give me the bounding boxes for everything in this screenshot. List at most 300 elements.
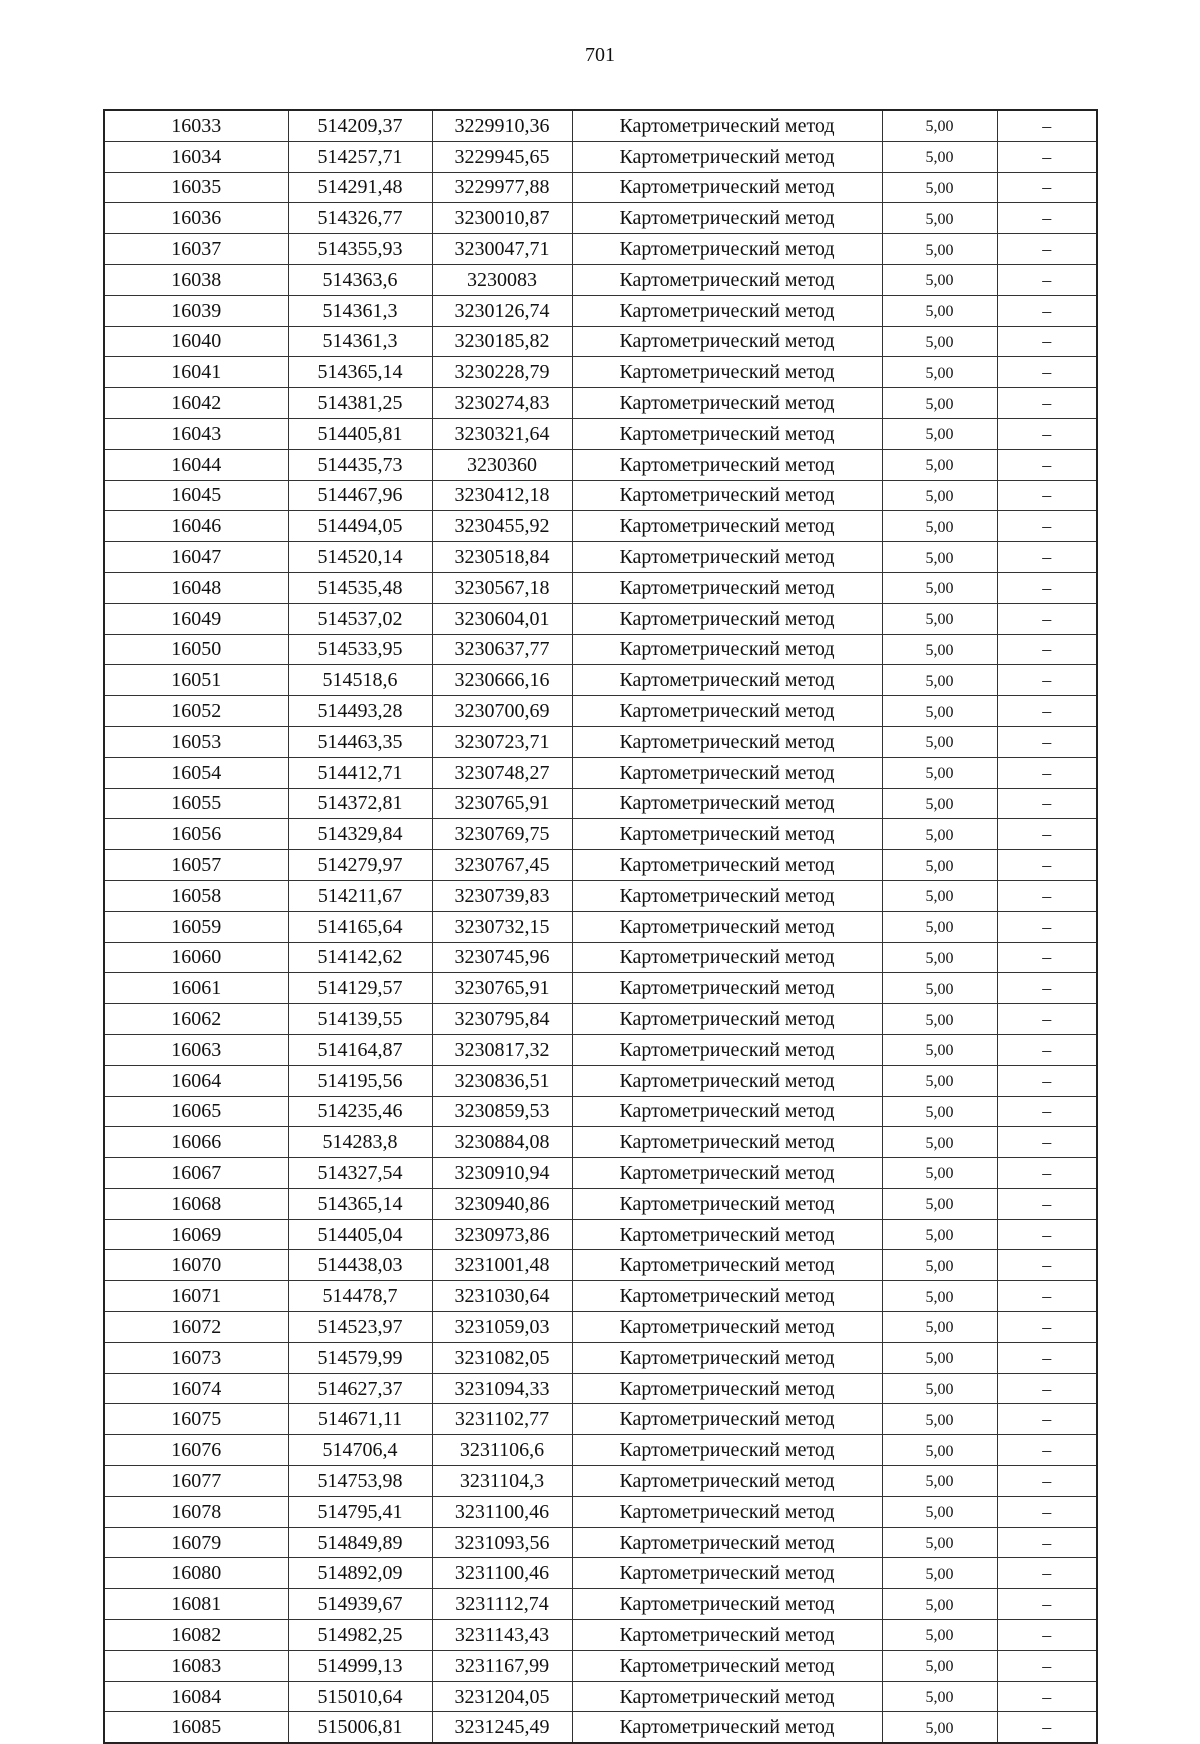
y-coordinate-cell: 3229945,65 bbox=[432, 141, 572, 172]
accuracy-cell: 5,00 bbox=[882, 1712, 997, 1743]
note-dash-cell: – bbox=[997, 1127, 1097, 1158]
accuracy-cell: 5,00 bbox=[882, 1589, 997, 1620]
x-coordinate-cell: 514671,11 bbox=[288, 1404, 432, 1435]
point-number-cell: 16084 bbox=[104, 1681, 288, 1712]
method-cell: Картометрический метод bbox=[572, 1342, 882, 1373]
x-coordinate-cell: 514412,71 bbox=[288, 757, 432, 788]
y-coordinate-cell: 3230884,08 bbox=[432, 1127, 572, 1158]
x-coordinate-cell: 514142,62 bbox=[288, 942, 432, 973]
x-coordinate-cell: 514494,05 bbox=[288, 511, 432, 542]
method-cell: Картометрический метод bbox=[572, 1034, 882, 1065]
point-number-cell: 16057 bbox=[104, 850, 288, 881]
y-coordinate-cell: 3230940,86 bbox=[432, 1188, 572, 1219]
accuracy-cell: 5,00 bbox=[882, 1188, 997, 1219]
point-number-cell: 16035 bbox=[104, 172, 288, 203]
accuracy-cell: 5,00 bbox=[882, 819, 997, 850]
point-number-cell: 16076 bbox=[104, 1435, 288, 1466]
table-row bbox=[104, 788, 1097, 819]
y-coordinate-cell: 3231112,74 bbox=[432, 1589, 572, 1620]
note-dash-cell: – bbox=[997, 1342, 1097, 1373]
point-number-cell: 16051 bbox=[104, 665, 288, 696]
y-coordinate-cell: 3230083 bbox=[432, 264, 572, 295]
x-coordinate-cell: 514533,95 bbox=[288, 634, 432, 665]
y-coordinate-cell: 3231102,77 bbox=[432, 1404, 572, 1435]
point-number-cell: 16046 bbox=[104, 511, 288, 542]
table-row bbox=[104, 141, 1097, 172]
table-row bbox=[104, 819, 1097, 850]
method-cell: Картометрический метод bbox=[572, 788, 882, 819]
accuracy-cell: 5,00 bbox=[882, 1466, 997, 1497]
accuracy-cell: 5,00 bbox=[882, 326, 997, 357]
accuracy-cell: 5,00 bbox=[882, 295, 997, 326]
note-dash-cell: – bbox=[997, 1681, 1097, 1712]
method-cell: Картометрический метод bbox=[572, 696, 882, 727]
y-coordinate-cell: 3230739,83 bbox=[432, 880, 572, 911]
method-cell: Картометрический метод bbox=[572, 141, 882, 172]
table-row bbox=[104, 665, 1097, 696]
table-row bbox=[104, 880, 1097, 911]
table-row bbox=[104, 357, 1097, 388]
method-cell: Картометрический метод bbox=[572, 542, 882, 573]
x-coordinate-cell: 514164,87 bbox=[288, 1034, 432, 1065]
y-coordinate-cell: 3230321,64 bbox=[432, 418, 572, 449]
method-cell: Картометрический метод bbox=[572, 1712, 882, 1743]
y-coordinate-cell: 3230700,69 bbox=[432, 696, 572, 727]
y-coordinate-cell: 3230637,77 bbox=[432, 634, 572, 665]
method-cell: Картометрический метод bbox=[572, 665, 882, 696]
note-dash-cell: – bbox=[997, 234, 1097, 265]
point-number-cell: 16079 bbox=[104, 1527, 288, 1558]
note-dash-cell: – bbox=[997, 511, 1097, 542]
x-coordinate-cell: 514523,97 bbox=[288, 1312, 432, 1343]
accuracy-cell: 5,00 bbox=[882, 603, 997, 634]
table-row bbox=[104, 295, 1097, 326]
table-row bbox=[104, 1466, 1097, 1497]
table-row bbox=[104, 1034, 1097, 1065]
note-dash-cell: – bbox=[997, 696, 1097, 727]
x-coordinate-cell: 514579,99 bbox=[288, 1342, 432, 1373]
note-dash-cell: – bbox=[997, 203, 1097, 234]
accuracy-cell: 5,00 bbox=[882, 1096, 997, 1127]
y-coordinate-cell: 3231001,48 bbox=[432, 1250, 572, 1281]
point-number-cell: 16061 bbox=[104, 973, 288, 1004]
method-cell: Картометрический метод bbox=[572, 1312, 882, 1343]
x-coordinate-cell: 514257,71 bbox=[288, 141, 432, 172]
note-dash-cell: – bbox=[997, 1620, 1097, 1651]
y-coordinate-cell: 3230765,91 bbox=[432, 973, 572, 1004]
note-dash-cell: – bbox=[997, 1558, 1097, 1589]
accuracy-cell: 5,00 bbox=[882, 911, 997, 942]
table-row bbox=[104, 326, 1097, 357]
note-dash-cell: – bbox=[997, 1466, 1097, 1497]
table-row bbox=[104, 911, 1097, 942]
accuracy-cell: 5,00 bbox=[882, 1435, 997, 1466]
note-dash-cell: – bbox=[997, 572, 1097, 603]
note-dash-cell: – bbox=[997, 1589, 1097, 1620]
method-cell: Картометрический метод bbox=[572, 572, 882, 603]
point-number-cell: 16042 bbox=[104, 388, 288, 419]
accuracy-cell: 5,00 bbox=[882, 1250, 997, 1281]
accuracy-cell: 5,00 bbox=[882, 357, 997, 388]
note-dash-cell: – bbox=[997, 388, 1097, 419]
note-dash-cell: – bbox=[997, 110, 1097, 141]
accuracy-cell: 5,00 bbox=[882, 1004, 997, 1035]
note-dash-cell: – bbox=[997, 542, 1097, 573]
point-number-cell: 16080 bbox=[104, 1558, 288, 1589]
note-dash-cell: – bbox=[997, 942, 1097, 973]
accuracy-cell: 5,00 bbox=[882, 1558, 997, 1589]
point-number-cell: 16063 bbox=[104, 1034, 288, 1065]
point-number-cell: 16060 bbox=[104, 942, 288, 973]
point-number-cell: 16069 bbox=[104, 1219, 288, 1250]
y-coordinate-cell: 3230228,79 bbox=[432, 357, 572, 388]
x-coordinate-cell: 514795,41 bbox=[288, 1496, 432, 1527]
x-coordinate-cell: 514627,37 bbox=[288, 1373, 432, 1404]
point-number-cell: 16044 bbox=[104, 449, 288, 480]
table-row bbox=[104, 572, 1097, 603]
x-coordinate-cell: 514372,81 bbox=[288, 788, 432, 819]
note-dash-cell: – bbox=[997, 850, 1097, 881]
accuracy-cell: 5,00 bbox=[882, 172, 997, 203]
method-cell: Картометрический метод bbox=[572, 942, 882, 973]
x-coordinate-cell: 514129,57 bbox=[288, 973, 432, 1004]
accuracy-cell: 5,00 bbox=[882, 141, 997, 172]
y-coordinate-cell: 3230748,27 bbox=[432, 757, 572, 788]
table-row bbox=[104, 1219, 1097, 1250]
y-coordinate-cell: 3230769,75 bbox=[432, 819, 572, 850]
accuracy-cell: 5,00 bbox=[882, 1650, 997, 1681]
table-row bbox=[104, 511, 1097, 542]
accuracy-cell: 5,00 bbox=[882, 850, 997, 881]
accuracy-cell: 5,00 bbox=[882, 1404, 997, 1435]
accuracy-cell: 5,00 bbox=[882, 1219, 997, 1250]
table-row bbox=[104, 1681, 1097, 1712]
note-dash-cell: – bbox=[997, 757, 1097, 788]
y-coordinate-cell: 3231093,56 bbox=[432, 1527, 572, 1558]
note-dash-cell: – bbox=[997, 264, 1097, 295]
point-number-cell: 16040 bbox=[104, 326, 288, 357]
table-row bbox=[104, 203, 1097, 234]
y-coordinate-cell: 3229910,36 bbox=[432, 110, 572, 141]
method-cell: Картометрический метод bbox=[572, 1373, 882, 1404]
y-coordinate-cell: 3231204,05 bbox=[432, 1681, 572, 1712]
accuracy-cell: 5,00 bbox=[882, 1065, 997, 1096]
table-row bbox=[104, 1342, 1097, 1373]
x-coordinate-cell: 514892,09 bbox=[288, 1558, 432, 1589]
note-dash-cell: – bbox=[997, 603, 1097, 634]
point-number-cell: 16055 bbox=[104, 788, 288, 819]
y-coordinate-cell: 3231245,49 bbox=[432, 1712, 572, 1743]
y-coordinate-cell: 3229977,88 bbox=[432, 172, 572, 203]
y-coordinate-cell: 3230412,18 bbox=[432, 480, 572, 511]
method-cell: Картометрический метод bbox=[572, 1681, 882, 1712]
note-dash-cell: – bbox=[997, 1527, 1097, 1558]
table-row bbox=[104, 542, 1097, 573]
method-cell: Картометрический метод bbox=[572, 203, 882, 234]
accuracy-cell: 5,00 bbox=[882, 1527, 997, 1558]
method-cell: Картометрический метод bbox=[572, 1620, 882, 1651]
x-coordinate-cell: 514982,25 bbox=[288, 1620, 432, 1651]
accuracy-cell: 5,00 bbox=[882, 1496, 997, 1527]
method-cell: Картометрический метод bbox=[572, 1496, 882, 1527]
table-row bbox=[104, 264, 1097, 295]
x-coordinate-cell: 514999,13 bbox=[288, 1650, 432, 1681]
table-row bbox=[104, 1650, 1097, 1681]
note-dash-cell: – bbox=[997, 788, 1097, 819]
accuracy-cell: 5,00 bbox=[882, 203, 997, 234]
method-cell: Картометрический метод bbox=[572, 264, 882, 295]
x-coordinate-cell: 514363,6 bbox=[288, 264, 432, 295]
table-row bbox=[104, 1558, 1097, 1589]
accuracy-cell: 5,00 bbox=[882, 388, 997, 419]
table-row bbox=[104, 1620, 1097, 1651]
note-dash-cell: – bbox=[997, 1004, 1097, 1035]
method-cell: Картометрический метод bbox=[572, 1527, 882, 1558]
table-row bbox=[104, 603, 1097, 634]
method-cell: Картометрический метод bbox=[572, 850, 882, 881]
y-coordinate-cell: 3231100,46 bbox=[432, 1558, 572, 1589]
method-cell: Картометрический метод bbox=[572, 757, 882, 788]
point-number-cell: 16067 bbox=[104, 1158, 288, 1189]
note-dash-cell: – bbox=[997, 1219, 1097, 1250]
y-coordinate-cell: 3230795,84 bbox=[432, 1004, 572, 1035]
x-coordinate-cell: 514195,56 bbox=[288, 1065, 432, 1096]
x-coordinate-cell: 514209,37 bbox=[288, 110, 432, 141]
point-number-cell: 16078 bbox=[104, 1496, 288, 1527]
x-coordinate-cell: 514326,77 bbox=[288, 203, 432, 234]
accuracy-cell: 5,00 bbox=[882, 634, 997, 665]
x-coordinate-cell: 514537,02 bbox=[288, 603, 432, 634]
table-row bbox=[104, 634, 1097, 665]
y-coordinate-cell: 3230666,16 bbox=[432, 665, 572, 696]
table-row bbox=[104, 942, 1097, 973]
x-coordinate-cell: 514467,96 bbox=[288, 480, 432, 511]
y-coordinate-cell: 3231030,64 bbox=[432, 1281, 572, 1312]
table-row bbox=[104, 1188, 1097, 1219]
method-cell: Картометрический метод bbox=[572, 973, 882, 1004]
table-row bbox=[104, 1312, 1097, 1343]
accuracy-cell: 5,00 bbox=[882, 1312, 997, 1343]
table-row bbox=[104, 1004, 1097, 1035]
note-dash-cell: – bbox=[997, 172, 1097, 203]
x-coordinate-cell: 514939,67 bbox=[288, 1589, 432, 1620]
table-row bbox=[104, 696, 1097, 727]
point-number-cell: 16054 bbox=[104, 757, 288, 788]
y-coordinate-cell: 3230518,84 bbox=[432, 542, 572, 573]
y-coordinate-cell: 3230765,91 bbox=[432, 788, 572, 819]
accuracy-cell: 5,00 bbox=[882, 511, 997, 542]
y-coordinate-cell: 3230274,83 bbox=[432, 388, 572, 419]
table-row bbox=[104, 850, 1097, 881]
method-cell: Картометрический метод bbox=[572, 1250, 882, 1281]
note-dash-cell: – bbox=[997, 1065, 1097, 1096]
y-coordinate-cell: 3230973,86 bbox=[432, 1219, 572, 1250]
x-coordinate-cell: 514435,73 bbox=[288, 449, 432, 480]
accuracy-cell: 5,00 bbox=[882, 696, 997, 727]
point-number-cell: 16058 bbox=[104, 880, 288, 911]
table-row bbox=[104, 1712, 1097, 1743]
method-cell: Картометрический метод bbox=[572, 480, 882, 511]
accuracy-cell: 5,00 bbox=[882, 788, 997, 819]
method-cell: Картометрический метод bbox=[572, 1158, 882, 1189]
method-cell: Картометрический метод bbox=[572, 1281, 882, 1312]
y-coordinate-cell: 3231104,3 bbox=[432, 1466, 572, 1497]
point-number-cell: 16041 bbox=[104, 357, 288, 388]
table-row bbox=[104, 1065, 1097, 1096]
accuracy-cell: 5,00 bbox=[882, 973, 997, 1004]
method-cell: Картометрический метод bbox=[572, 110, 882, 141]
accuracy-cell: 5,00 bbox=[882, 1281, 997, 1312]
note-dash-cell: – bbox=[997, 1404, 1097, 1435]
method-cell: Картометрический метод bbox=[572, 819, 882, 850]
y-coordinate-cell: 3231059,03 bbox=[432, 1312, 572, 1343]
x-coordinate-cell: 514706,4 bbox=[288, 1435, 432, 1466]
note-dash-cell: – bbox=[997, 141, 1097, 172]
method-cell: Картометрический метод bbox=[572, 326, 882, 357]
accuracy-cell: 5,00 bbox=[882, 665, 997, 696]
accuracy-cell: 5,00 bbox=[882, 418, 997, 449]
point-number-cell: 16068 bbox=[104, 1188, 288, 1219]
note-dash-cell: – bbox=[997, 634, 1097, 665]
point-number-cell: 16052 bbox=[104, 696, 288, 727]
point-number-cell: 16065 bbox=[104, 1096, 288, 1127]
table-row bbox=[104, 172, 1097, 203]
method-cell: Картометрический метод bbox=[572, 726, 882, 757]
accuracy-cell: 5,00 bbox=[882, 880, 997, 911]
point-number-cell: 16036 bbox=[104, 203, 288, 234]
method-cell: Картометрический метод bbox=[572, 172, 882, 203]
x-coordinate-cell: 514165,64 bbox=[288, 911, 432, 942]
table-row bbox=[104, 1496, 1097, 1527]
method-cell: Картометрический метод bbox=[572, 1558, 882, 1589]
x-coordinate-cell: 514381,25 bbox=[288, 388, 432, 419]
accuracy-cell: 5,00 bbox=[882, 1342, 997, 1373]
table-row bbox=[104, 1127, 1097, 1158]
note-dash-cell: – bbox=[997, 1650, 1097, 1681]
point-number-cell: 16059 bbox=[104, 911, 288, 942]
note-dash-cell: – bbox=[997, 326, 1097, 357]
note-dash-cell: – bbox=[997, 911, 1097, 942]
x-coordinate-cell: 514849,89 bbox=[288, 1527, 432, 1558]
point-number-cell: 16050 bbox=[104, 634, 288, 665]
note-dash-cell: – bbox=[997, 295, 1097, 326]
table-row bbox=[104, 234, 1097, 265]
y-coordinate-cell: 3230567,18 bbox=[432, 572, 572, 603]
point-number-cell: 16072 bbox=[104, 1312, 288, 1343]
accuracy-cell: 5,00 bbox=[882, 449, 997, 480]
y-coordinate-cell: 3230910,94 bbox=[432, 1158, 572, 1189]
table-row bbox=[104, 973, 1097, 1004]
y-coordinate-cell: 3231106,6 bbox=[432, 1435, 572, 1466]
point-number-cell: 16083 bbox=[104, 1650, 288, 1681]
y-coordinate-cell: 3230767,45 bbox=[432, 850, 572, 881]
note-dash-cell: – bbox=[997, 1281, 1097, 1312]
y-coordinate-cell: 3230836,51 bbox=[432, 1065, 572, 1096]
note-dash-cell: – bbox=[997, 726, 1097, 757]
method-cell: Картометрический метод bbox=[572, 418, 882, 449]
point-number-cell: 16074 bbox=[104, 1373, 288, 1404]
note-dash-cell: – bbox=[997, 1250, 1097, 1281]
x-coordinate-cell: 515010,64 bbox=[288, 1681, 432, 1712]
method-cell: Картометрический метод bbox=[572, 234, 882, 265]
x-coordinate-cell: 514361,3 bbox=[288, 326, 432, 357]
table-row bbox=[104, 1250, 1097, 1281]
page-number: 701 bbox=[585, 44, 615, 66]
table-row bbox=[104, 1281, 1097, 1312]
point-number-cell: 16045 bbox=[104, 480, 288, 511]
y-coordinate-cell: 3230455,92 bbox=[432, 511, 572, 542]
x-coordinate-cell: 514329,84 bbox=[288, 819, 432, 850]
point-number-cell: 16056 bbox=[104, 819, 288, 850]
x-coordinate-cell: 515006,81 bbox=[288, 1712, 432, 1743]
note-dash-cell: – bbox=[997, 1096, 1097, 1127]
accuracy-cell: 5,00 bbox=[882, 264, 997, 295]
accuracy-cell: 5,00 bbox=[882, 1034, 997, 1065]
method-cell: Картометрический метод bbox=[572, 603, 882, 634]
point-number-cell: 16070 bbox=[104, 1250, 288, 1281]
y-coordinate-cell: 3230360 bbox=[432, 449, 572, 480]
y-coordinate-cell: 3230817,32 bbox=[432, 1034, 572, 1065]
point-number-cell: 16039 bbox=[104, 295, 288, 326]
point-number-cell: 16033 bbox=[104, 110, 288, 141]
x-coordinate-cell: 514753,98 bbox=[288, 1466, 432, 1497]
method-cell: Картометрический метод bbox=[572, 880, 882, 911]
x-coordinate-cell: 514365,14 bbox=[288, 357, 432, 388]
method-cell: Картометрический метод bbox=[572, 1188, 882, 1219]
x-coordinate-cell: 514139,55 bbox=[288, 1004, 432, 1035]
x-coordinate-cell: 514327,54 bbox=[288, 1158, 432, 1189]
x-coordinate-cell: 514365,14 bbox=[288, 1188, 432, 1219]
accuracy-cell: 5,00 bbox=[882, 1127, 997, 1158]
method-cell: Картометрический метод bbox=[572, 511, 882, 542]
table-row bbox=[104, 480, 1097, 511]
x-coordinate-cell: 514291,48 bbox=[288, 172, 432, 203]
y-coordinate-cell: 3230859,53 bbox=[432, 1096, 572, 1127]
point-number-cell: 16043 bbox=[104, 418, 288, 449]
point-number-cell: 16064 bbox=[104, 1065, 288, 1096]
method-cell: Картометрический метод bbox=[572, 1065, 882, 1096]
method-cell: Картометрический метод bbox=[572, 1466, 882, 1497]
accuracy-cell: 5,00 bbox=[882, 1158, 997, 1189]
point-number-cell: 16053 bbox=[104, 726, 288, 757]
accuracy-cell: 5,00 bbox=[882, 110, 997, 141]
note-dash-cell: – bbox=[997, 1435, 1097, 1466]
accuracy-cell: 5,00 bbox=[882, 480, 997, 511]
method-cell: Картометрический метод bbox=[572, 295, 882, 326]
x-coordinate-cell: 514235,46 bbox=[288, 1096, 432, 1127]
table-row bbox=[104, 1435, 1097, 1466]
accuracy-cell: 5,00 bbox=[882, 572, 997, 603]
accuracy-cell: 5,00 bbox=[882, 234, 997, 265]
method-cell: Картометрический метод bbox=[572, 1404, 882, 1435]
x-coordinate-cell: 514520,14 bbox=[288, 542, 432, 573]
table-row bbox=[104, 1373, 1097, 1404]
note-dash-cell: – bbox=[997, 480, 1097, 511]
note-dash-cell: – bbox=[997, 665, 1097, 696]
table-row bbox=[104, 1589, 1097, 1620]
point-number-cell: 16085 bbox=[104, 1712, 288, 1743]
x-coordinate-cell: 514283,8 bbox=[288, 1127, 432, 1158]
x-coordinate-cell: 514478,7 bbox=[288, 1281, 432, 1312]
method-cell: Картометрический метод bbox=[572, 1219, 882, 1250]
y-coordinate-cell: 3231082,05 bbox=[432, 1342, 572, 1373]
x-coordinate-cell: 514211,67 bbox=[288, 880, 432, 911]
note-dash-cell: – bbox=[997, 1158, 1097, 1189]
method-cell: Картометрический метод bbox=[572, 1435, 882, 1466]
method-cell: Картометрический метод bbox=[572, 1650, 882, 1681]
x-coordinate-cell: 514438,03 bbox=[288, 1250, 432, 1281]
note-dash-cell: – bbox=[997, 1496, 1097, 1527]
